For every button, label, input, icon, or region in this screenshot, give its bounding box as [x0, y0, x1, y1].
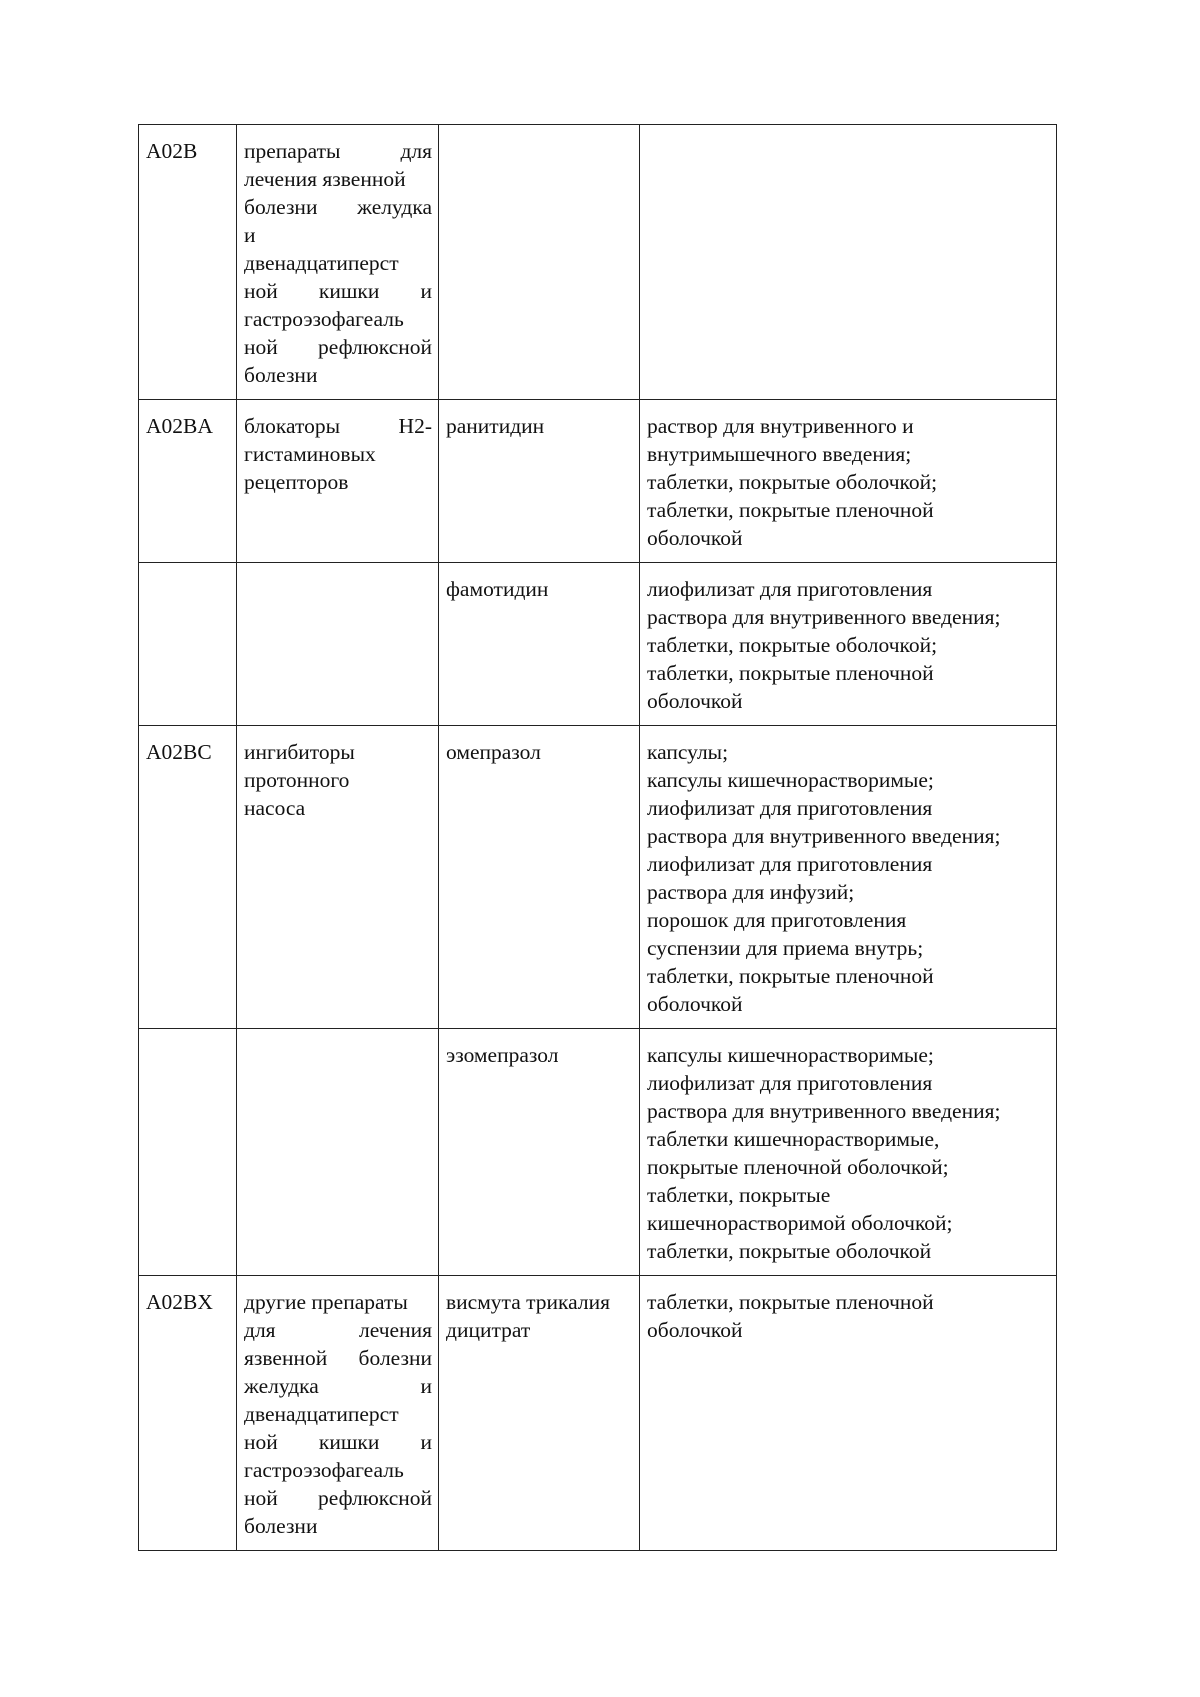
atc-code-cell: A02BX	[139, 1276, 237, 1551]
drug-name-cell: висмута трикалия дицитрат	[439, 1276, 640, 1551]
table-row	[139, 125, 1057, 400]
group-name-cell: блокаторы H2- гистаминовых рецепторов	[237, 400, 439, 563]
atc-code-cell	[139, 1029, 237, 1276]
group-name-cell: препараты для лечения язвенной болезни желудка и двенадцатиперст ной кишки и гастроэзофагеаль ной рефлюксной болезни	[237, 125, 439, 400]
atc-code-cell: A02BA	[139, 400, 237, 563]
group-name-cell	[237, 1029, 439, 1276]
dosage-forms-cell	[640, 125, 1057, 400]
dosage-forms-cell: раствор для внутривенного и внутримышечного введения; таблетки, покрытые оболочкой; таблетки, покрытые пленочной оболочкой	[640, 400, 1057, 563]
drug-classification-table	[138, 124, 1057, 1551]
drug-name-cell: эзомепразол	[439, 1029, 640, 1276]
drug-name-cell	[439, 125, 640, 400]
group-name-cell: ингибиторы протонного насоса	[237, 726, 439, 1029]
group-name-cell	[237, 563, 439, 726]
drug-name-cell: фамотидин	[439, 563, 640, 726]
table-row	[139, 563, 1057, 726]
atc-code-cell	[139, 563, 237, 726]
dosage-forms-cell: таблетки, покрытые пленочной оболочкой	[640, 1276, 1057, 1551]
drug-name-cell: ранитидин	[439, 400, 640, 563]
drug-name-cell: омепразол	[439, 726, 640, 1029]
dosage-forms-cell: капсулы кишечнорастворимые; лиофилизат для приготовления раствора для внутривенного введения; таблетки кишечнорастворимые, покрытые пленочной оболочкой; таблетки, покрытые кишечнорастворимой оболочкой; таблетки, покрытые оболочкой	[640, 1029, 1057, 1276]
table-row	[139, 1029, 1057, 1276]
group-name-cell: другие препараты для лечения язвенной болезни желудка и двенадцатиперст ной кишки и гастроэзофагеаль ной рефлюксной болезни	[237, 1276, 439, 1551]
atc-code-cell: A02B	[139, 125, 237, 400]
table-row	[139, 400, 1057, 563]
table-row	[139, 1276, 1057, 1551]
dosage-forms-cell: капсулы; капсулы кишечнорастворимые; лиофилизат для приготовления раствора для внутривенного введения; лиофилизат для приготовления раствора для инфузий; порошок для приготовления суспензии для приема внутрь; таблетки, покрытые пленочной оболочкой	[640, 726, 1057, 1029]
atc-code-cell: A02BC	[139, 726, 237, 1029]
dosage-forms-cell: лиофилизат для приготовления раствора для внутривенного введения; таблетки, покрытые оболочкой; таблетки, покрытые пленочной оболочкой	[640, 563, 1057, 726]
table-row	[139, 726, 1057, 1029]
